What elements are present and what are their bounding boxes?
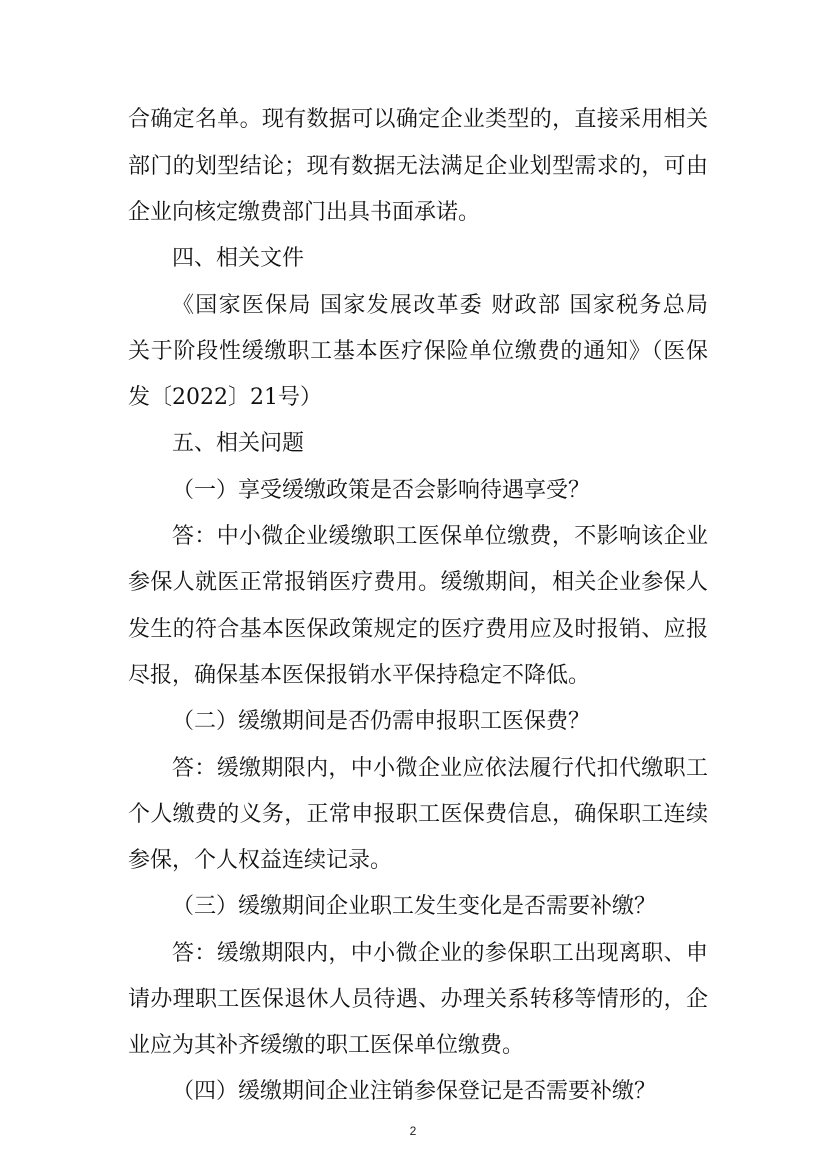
- answer-line: 参保，个人权益连续记录。: [128, 848, 393, 873]
- section-heading-related-questions: 五、相关问题: [172, 431, 305, 456]
- answer-line: 答：中小微企业缓缴职工医保单位缴费，不影响该企业: [172, 524, 708, 549]
- answer-line: 答：缓缴期限内，中小微企业的参保职工出现离职、申: [172, 941, 708, 966]
- paragraph-line: 发〔2022〕21号）: [128, 385, 322, 410]
- answer-line: 尽报，确保基本医保报销水平保持稳定不降低。: [128, 663, 591, 688]
- answer-line: 参保人就医正常报销医疗费用。缓缴期间，相关企业参保人: [128, 570, 708, 595]
- paragraph-line: 合确定名单。现有数据可以确定企业类型的，直接采用相关: [128, 107, 708, 132]
- question-heading-4: （四）缓缴期间企业注销参保登记是否需要补缴？: [172, 1079, 657, 1104]
- paragraph-line: 部门的划型结论；现有数据无法满足企业划型需求的，可由: [128, 154, 708, 179]
- paragraph-line: 企业向核定缴费部门出具书面承诺。: [128, 200, 481, 225]
- answer-line: 请办理职工医保退休人员待遇、办理关系转移等情形的，企: [128, 987, 708, 1012]
- paragraph-line: 关于阶段性缓缴职工基本医疗保险单位缴费的通知》（医保: [128, 339, 708, 364]
- page-number: 2: [409, 1124, 417, 1138]
- answer-line: 个人缴费的义务，正常申报职工医保费信息，确保职工连续: [128, 802, 708, 827]
- answer-line: 业应为其补齐缓缴的职工医保单位缴费。: [128, 1033, 525, 1058]
- paragraph-line: 《国家医保局 国家发展改革委 财政部 国家税务总局: [172, 293, 708, 318]
- section-heading-related-documents: 四、相关文件: [172, 246, 305, 271]
- question-heading-3: （三）缓缴期间企业职工发生变化是否需要补缴？: [172, 894, 657, 919]
- question-heading-2: （二）缓缴期间是否仍需申报职工医保费？: [172, 709, 591, 734]
- question-heading-1: （一）享受缓缴政策是否会影响待遇享受？: [172, 478, 591, 503]
- answer-line: 答：缓缴期限内，中小微企业应依法履行代扣代缴职工: [172, 756, 708, 781]
- answer-line: 发生的符合基本医保政策规定的医疗费用应及时报销、应报: [128, 617, 708, 642]
